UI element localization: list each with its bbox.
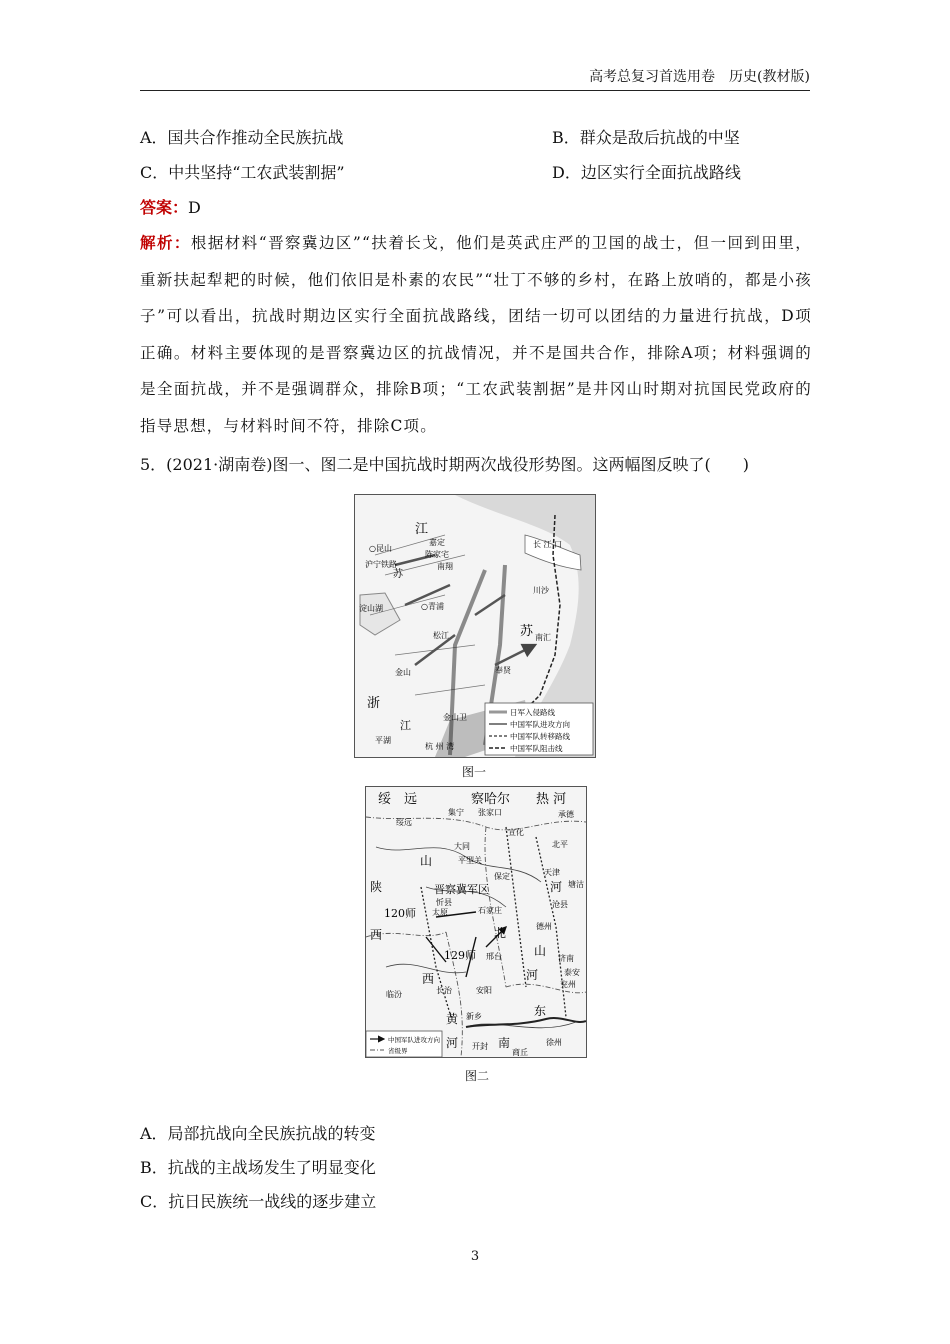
analysis-paragraph bbox=[140, 225, 812, 444]
label-su: 苏 bbox=[520, 624, 534, 639]
figure-2-caption: 图二 bbox=[465, 1069, 490, 1083]
answer-line bbox=[140, 198, 201, 218]
label-hangzhouwan: 杭 州 湾 bbox=[425, 742, 455, 751]
legend-item: 中国军队阻击线 bbox=[510, 744, 563, 753]
legend-item: 日军入侵路线 bbox=[510, 708, 555, 717]
label-kaifeng: 开封 bbox=[472, 1042, 488, 1051]
label-chengde: 承德 bbox=[558, 810, 574, 819]
option-bottom-a bbox=[140, 1124, 376, 1144]
label-railway: 沪宁铁路 bbox=[365, 560, 397, 569]
legend-item: 中国军队进攻方向 bbox=[388, 1036, 440, 1044]
figure-2-svg bbox=[366, 787, 586, 1057]
label-jining: 集宁 bbox=[448, 808, 464, 817]
label-jinshan: 金山 bbox=[395, 668, 411, 677]
label-xuanhua: 宣化 bbox=[508, 828, 524, 837]
label-baoding: 保定 bbox=[494, 872, 510, 881]
label-changzhi: 长治 bbox=[436, 986, 452, 995]
legend-item: 省级界 bbox=[388, 1047, 408, 1055]
question-5 bbox=[140, 455, 749, 475]
header-title: 高考总复习首选用卷 历史(教材版) bbox=[589, 69, 810, 85]
question-5-text: 5．(2021·湖南卷)图一、图二是中国抗战时期两次战役形势图。这两幅图反映了( ) bbox=[140, 455, 749, 474]
label-taian: 泰安 bbox=[564, 968, 580, 977]
label-tianjin: 天津 bbox=[544, 868, 560, 877]
option-bottom-b bbox=[140, 1158, 376, 1178]
option-d: D．边区实行全面抗战路线 bbox=[552, 163, 741, 182]
label-suiyuan-city: 绥远 bbox=[396, 818, 412, 827]
label-jiang2: 江 bbox=[400, 719, 411, 732]
attack-arrows bbox=[395, 555, 535, 665]
label-chahaer: 察哈尔 bbox=[471, 792, 511, 807]
label-chuansha: 川沙 bbox=[533, 586, 549, 595]
label-jinan: 济南 bbox=[558, 954, 574, 963]
label-pingxingguan: 平型关 bbox=[458, 856, 482, 865]
label-anyang: 安阳 bbox=[476, 986, 492, 995]
label-jiading: 嘉定 bbox=[429, 538, 445, 547]
analysis-text: 根据材料“晋察冀边区”“扶着长戈，他们是英武庄严的卫国的战士，但一回到田里，重新扶起犁耙的时候，他们依旧是朴素的农民”“壮丁不够的乡村，在路上放哨的，都是小孩子”可以看出，抗战时期边区实行全面抗战路线，团结一切可以团结的力量进行抗战，D项正确。材料主要体现的是晋察冀边区的抗战情况，并不是国共合作，排除A项；材料强调的是全面抗战，并不是强调群众，排除B项；“工农武装割据”是井冈山时期对抗国民党政府的指导思想，与材料时间不符，排除C项。 bbox=[140, 234, 812, 435]
analysis-label: 解析： bbox=[140, 233, 191, 252]
label-zhangjiakou: 张家口 bbox=[478, 808, 502, 817]
answer-label: 答案： bbox=[140, 198, 189, 217]
option-bottom-a-text: A．局部抗战向全民族抗战的转变 bbox=[140, 1124, 376, 1143]
figure-1-caption: 图一 bbox=[462, 765, 487, 779]
label-changjiangkou: 长 江 口 bbox=[533, 540, 563, 549]
label-cangxian: 沧县 bbox=[552, 900, 568, 909]
option-row-cd bbox=[140, 163, 741, 183]
option-a: A．国共合作推动全民族抗战 bbox=[140, 128, 344, 147]
label-jinshanwei: 金山卫 bbox=[443, 713, 467, 722]
figure-1-map bbox=[354, 494, 596, 758]
label-129-division: 129师 bbox=[444, 949, 476, 962]
label-nanhui: 南汇 bbox=[535, 633, 551, 642]
label-tanggu: 塘沽 bbox=[568, 880, 584, 889]
label-xi: 西 bbox=[422, 972, 435, 986]
label-xinxian: 忻县 bbox=[436, 898, 452, 907]
label-dezhou: 德州 bbox=[536, 922, 552, 931]
label-shan2: 山 bbox=[534, 944, 547, 958]
label-xi2: 西 bbox=[370, 928, 383, 942]
label-qingpu: ○青浦 bbox=[421, 602, 444, 611]
label-zhe: 浙 bbox=[367, 696, 381, 711]
page-header bbox=[140, 64, 810, 91]
label-kunshan: ○昆山 bbox=[369, 544, 392, 553]
label-bei: 北 bbox=[494, 926, 507, 940]
label-hebei-he: 河 bbox=[550, 880, 563, 894]
label-xinxiang: 新乡 bbox=[466, 1012, 482, 1021]
label-pinghu: 平湖 bbox=[375, 736, 391, 745]
figure-2-map bbox=[365, 786, 587, 1058]
label-beiping: 北平 bbox=[552, 840, 568, 849]
label-datong: 大同 bbox=[454, 842, 470, 851]
label-linfen: 临汾 bbox=[386, 990, 402, 999]
label-huang: 黄 bbox=[446, 1012, 459, 1026]
label-taiyuan: 太原 bbox=[432, 908, 448, 917]
label-fengxian: 奉贤 bbox=[495, 666, 511, 675]
label-xuzhou: 徐州 bbox=[546, 1038, 562, 1047]
legend-item: 中国军队进攻方向 bbox=[510, 720, 570, 729]
label-shangqiu: 商丘 bbox=[512, 1048, 528, 1057]
label-shijiazhuang: 石家庄 bbox=[478, 906, 502, 915]
label-nan: 南 bbox=[498, 1036, 511, 1050]
answer-value: D bbox=[188, 198, 201, 217]
option-row-ab bbox=[140, 128, 740, 148]
label-songjiang: 松江 bbox=[433, 631, 449, 640]
attack-arrows-2 bbox=[426, 912, 506, 977]
label-dong: 东 bbox=[534, 1004, 547, 1018]
label-rehe: 热 河 bbox=[536, 792, 567, 807]
option-bottom-c-text: C．抗日民族统一战线的逐步建立 bbox=[140, 1192, 377, 1211]
option-bottom-c bbox=[140, 1192, 376, 1212]
legend-item: 中国军队转移路线 bbox=[510, 732, 570, 741]
label-shaan: 陕 bbox=[370, 880, 383, 894]
lake-dianshan bbox=[360, 593, 400, 635]
label-xingtai: 邢台 bbox=[486, 952, 502, 961]
page-number: 3 bbox=[470, 1249, 480, 1264]
label-jiang: 江 bbox=[415, 522, 429, 537]
option-bottom-b-text: B．抗战的主战场发生了明显变化 bbox=[140, 1158, 376, 1177]
label-nanxiang: 南翔 bbox=[437, 562, 453, 571]
label-jinchaji: 晋察冀军区 bbox=[434, 883, 489, 896]
label-he2: 河 bbox=[526, 968, 539, 982]
label-dianshan: 淀山湖 bbox=[359, 604, 383, 613]
figure-1-svg bbox=[355, 495, 595, 757]
label-su2: 苏 bbox=[393, 569, 403, 580]
label-suiyuan: 绥 远 bbox=[378, 792, 418, 807]
yellow-river bbox=[466, 1018, 586, 1027]
label-yanzhou: 兖州 bbox=[560, 980, 576, 989]
label-chenjiahang: 陈家宅 bbox=[425, 550, 449, 559]
option-b: B．群众是敌后抗战的中坚 bbox=[552, 128, 740, 147]
label-he3: 河 bbox=[446, 1036, 459, 1050]
label-120-division: 120师 bbox=[384, 907, 416, 920]
label-shan: 山 bbox=[420, 854, 433, 868]
option-c: C．中共坚持“工农武装割据” bbox=[140, 163, 345, 182]
